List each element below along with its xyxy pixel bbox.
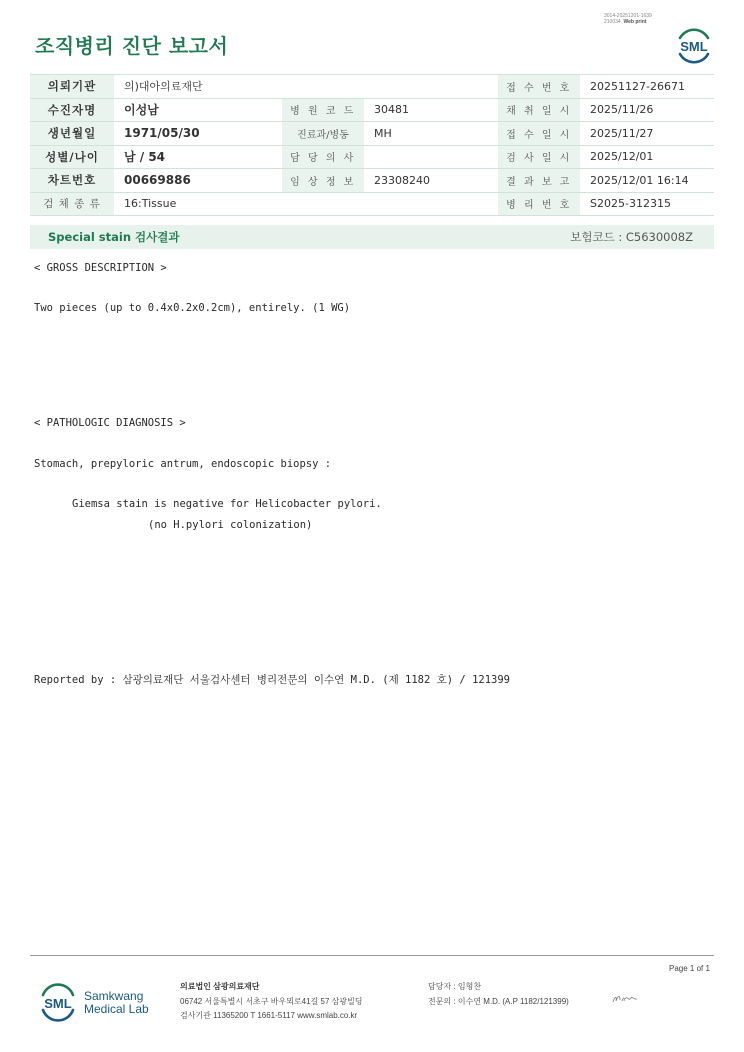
- print-code: 210034: [604, 19, 621, 25]
- gross-description-heading: < GROSS DESCRIPTION >: [34, 262, 167, 274]
- label-collection-date: 채 취 일 시: [498, 98, 580, 122]
- value-test-date: 2025/12/01: [580, 145, 714, 169]
- value-birth-date: 1971/05/30: [114, 122, 282, 146]
- diagnosis-line2: (no H.pylori colonization): [148, 519, 313, 531]
- footer-logo-text: SML: [44, 996, 72, 1011]
- signature-icon: [612, 993, 638, 1005]
- value-receipt-number: 20251127-26671: [580, 75, 714, 99]
- staff-name: 임형찬: [457, 982, 482, 991]
- section-title: Special stain 검사결과: [48, 230, 180, 244]
- value-result-report: 2025/12/01 16:14: [580, 169, 714, 193]
- table-row: [30, 98, 714, 122]
- brand-line2: Medical Lab: [84, 1002, 149, 1016]
- specialist-name: 이수연 M.D. (A.P 1182/121399): [457, 996, 569, 1006]
- label-requesting-institution: 의뢰기관: [30, 75, 114, 99]
- page-number: Page 1 of 1: [669, 964, 710, 973]
- staff-info: [428, 980, 569, 1009]
- label-attending-doctor: 담 당 의 사: [282, 145, 364, 169]
- sml-logo-icon: [672, 24, 716, 66]
- sml-footer-logo-icon: [37, 980, 79, 1024]
- specialist-label: 전문의 :: [428, 996, 456, 1006]
- label-specimen-type: 검 체 종 류: [30, 192, 114, 216]
- label-chart-number: 차트번호: [30, 169, 114, 193]
- label-receipt-number: 접 수 번 호: [498, 75, 580, 99]
- label-pathology-number: 병 리 번 호: [498, 192, 580, 216]
- specialist-line: [428, 995, 569, 1010]
- label-result-report: 결 과 보 고: [498, 169, 580, 193]
- print-meta-line2: [604, 19, 652, 25]
- value-clinical-info: 23308240: [364, 169, 498, 193]
- value-hospital-code: 30481: [364, 98, 498, 122]
- label-hospital-code: 병 원 코 드: [282, 98, 364, 122]
- table-row: [30, 169, 714, 193]
- brand-name: [84, 990, 149, 1016]
- label-sex-age: 성별/나이: [30, 145, 114, 169]
- staff-label: 담당자 :: [428, 982, 456, 991]
- value-sex-age: 남 / 54: [114, 145, 282, 169]
- patient-info-table: [30, 74, 714, 216]
- organization-info: [180, 980, 363, 1024]
- footer-divider: [30, 955, 714, 956]
- label-test-date: 검 사 일 시: [498, 145, 580, 169]
- reported-by: Reported by : 삼광의료재단 서울검사센터 병리전문의 이수연 M.D. (제 1182 호) / 121399: [34, 674, 511, 686]
- table-row: [30, 75, 714, 99]
- value-requesting-institution: 의)대아의료재단: [114, 75, 498, 99]
- value-collection-date: 2025/11/26: [580, 98, 714, 122]
- value-department-ward: MH: [364, 122, 498, 146]
- table-row: [30, 192, 714, 216]
- web-print-label: Web print: [623, 19, 647, 25]
- value-attending-doctor: [364, 145, 498, 169]
- logo-text: SML: [680, 39, 708, 54]
- org-contact: 검사기관 11365200 T 1661-5117 www.smlab.co.kr: [180, 1011, 358, 1020]
- value-specimen-type: 16:Tissue: [114, 192, 498, 216]
- label-patient-name: 수진자명: [30, 98, 114, 122]
- insurance-code: 보험코드 : C5630008Z: [570, 230, 693, 244]
- value-pathology-number: S2025-312315: [580, 192, 714, 216]
- org-name: 의료법인 삼광의료재단: [180, 982, 260, 991]
- org-address: 06742 서울특별시 서초구 바우뫼로41길 57 삼광빌딩: [180, 996, 363, 1006]
- diagnosis-line1: Giemsa stain is negative for Helicobacter pylori.: [72, 498, 382, 510]
- staff-line: [428, 980, 569, 995]
- value-chart-number: 00669886: [114, 169, 282, 193]
- print-meta-line1: 3014-20251201-1639: [604, 13, 652, 19]
- label-birth-date: 생년월일: [30, 122, 114, 146]
- value-patient-name: 이성남: [114, 98, 282, 122]
- gross-description-text: Two pieces (up to 0.4x0.2x0.2cm), entirely. (1 WG): [34, 302, 351, 314]
- label-receipt-date: 접 수 일 시: [498, 122, 580, 146]
- diagnosis-site: Stomach, prepyloric antrum, endoscopic biopsy :: [34, 458, 332, 470]
- print-meta: [604, 13, 652, 25]
- label-clinical-info: 임 상 정 보: [282, 169, 364, 193]
- result-section-header: [30, 225, 714, 249]
- page-title: 조직병리 진단 보고서: [35, 34, 229, 58]
- diagnosis-heading: < PATHOLOGIC DIAGNOSIS >: [34, 417, 186, 429]
- value-receipt-date: 2025/11/27: [580, 122, 714, 146]
- label-department-ward: 진료과/병동: [282, 122, 364, 146]
- table-row: [30, 145, 714, 169]
- brand-line1: Samkwang: [84, 989, 144, 1003]
- table-row: [30, 122, 714, 146]
